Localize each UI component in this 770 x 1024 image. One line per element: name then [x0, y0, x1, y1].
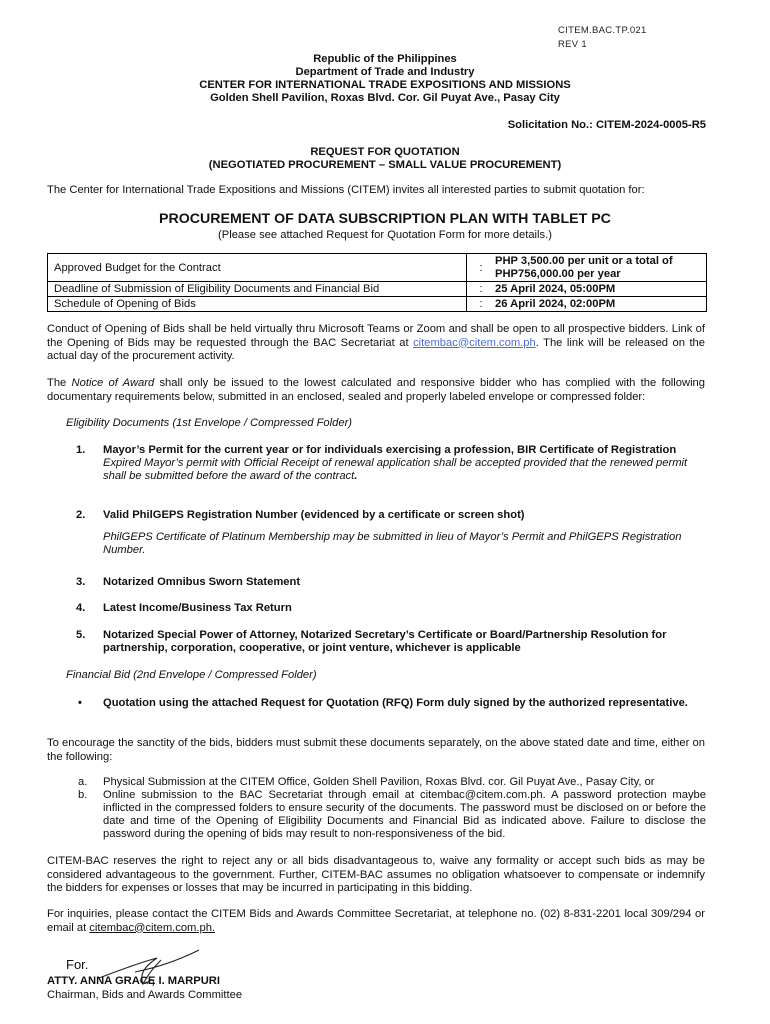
table-row [48, 297, 706, 311]
notice-paragraph: The Notice of Award shall only be issued to the lowest calculated and responsive bidder who has complied with the following documentary requirements below, submitted in an enclosed, sealed and properly labeled envelope or compressed folder: [47, 377, 706, 403]
financial-heading: Financial Bid (2nd Envelope / Compressed Folder) [66, 669, 317, 681]
list-item: 4. Latest Income/Business Tax Return [76, 602, 292, 614]
conduct-paragraph: Conduct of Opening of Bids shall be held virtually thru Microsoft Teams or Zoom and shall be open to all prospective bidders. Link of the Opening of Bids may be requested through the BAC Secretariat at citembac@citem.com.ph. The link will be released on the actual day of the procurement activity. [47, 323, 705, 362]
table-separator: : [479, 298, 483, 310]
table-value: PHP 3,500.00 per unit or a total of PHP756,000.00 per year [495, 255, 673, 280]
bac-email-link[interactable]: citembac@citem.com.ph [413, 336, 536, 349]
table-value: 25 April 2024, 05:00PM [495, 283, 616, 295]
document-code: CITEM.BAC.TP.021 REV 1 [558, 25, 647, 50]
list-item: b. Online submission to the BAC Secretariat through email at citembac@citem.com.ph. A password protection maybe inflicted in the compressed folders to ensure security of the documents. The password must be disclosed on or before the date and time of the Opening of Eligibility Documents and Financial Bid as indicated above. Failure to disclose the password during the opening of bids may result to non-responsiveness of the bid. [78, 789, 706, 840]
list-item: 3. Notarized Omnibus Sworn Statement [76, 576, 301, 588]
signatory-title: Chairman, Bids and Awards Committee [47, 989, 243, 1001]
inquiries-paragraph: For inquiries, please contact the CITEM Bids and Awards Committee Secretariat, at telephone no. (02) 8-831-2201 local 309/294 or email at citembac@citem.com.ph. [47, 908, 705, 934]
list-item: 2. Valid PhilGEPS Registration Number (evidenced by a certificate or screen shot) PhilGEPS Certificate of Platinum Membership may be submitted in lieu of Mayor’s Permit and PhilGEPS Registration Number. [76, 509, 682, 556]
table-label: Schedule of Opening of Bids [48, 297, 467, 311]
schedule-table [47, 253, 707, 312]
intro-paragraph: The Center for International Trade Expositions and Missions (CITEM) invites all interested parties to submit quotation for: [47, 184, 645, 196]
project-note: (Please see attached Request for Quotation Form for more details.) [218, 229, 552, 241]
list-item: a. Physical Submission at the CITEM Office, Golden Shell Pavilion, Roxas Blvd. cor. Gil Puyat Ave., Pasay City, or [78, 776, 655, 788]
table-row [48, 282, 706, 297]
eligibility-heading: Eligibility Documents (1st Envelope / Compressed Folder) [66, 417, 353, 429]
solicitation-number: Solicitation No.: CITEM-2024-0005-R5 [507, 119, 706, 131]
table-label: Deadline of Submission of Eligibility Documents and Financial Bid [48, 282, 467, 296]
table-separator: : [479, 261, 483, 274]
project-title: PROCUREMENT OF DATA SUBSCRIPTION PLAN WITH TABLET PC [159, 211, 611, 227]
list-item: • Quotation using the attached Request for Quotation (RFQ) Form duly signed by the authorized representative. [78, 697, 688, 709]
table-label: Approved Budget for the Contract [48, 254, 467, 281]
sanctity-paragraph: To encourage the sanctity of the bids, bidders must submit these documents separately, on the above stated date and time, either on the following: [47, 737, 705, 763]
table-row [48, 254, 706, 282]
letterhead: Republic of the Philippines Department of Trade and Industry CENTER FOR INTERNATIONAL TRADE EXPOSITIONS AND MISSIONS Golden Shell Pavilion, Roxas Blvd. Cor. Gil Puyat Ave., Pasay City [199, 53, 571, 104]
list-item: 1. Mayor’s Permit for the current year or for individuals exercising a profession, BIR Certificate of Registration Expired Mayor’s permit with Official Receipt of renewal application shall be accepted provided that the renewed permit shall be submitted before the award of the contract. [76, 444, 688, 482]
inquiries-email-link[interactable]: citembac@citem.com.ph. [89, 921, 216, 934]
reserves-paragraph: CITEM-BAC reserves the right to reject any or all bids disadvantageous to, waive any formality or accept such bids as may be considered advantageous to the government. Further, CITEM-BAC assumes no obligation whatsoever to compensate or indemnify the bidders for expenses or losses that may be incurred in participating in this bidding. [47, 855, 705, 894]
list-item: 5. Notarized Special Power of Attorney, Notarized Secretary’s Certificate or Board/Partnership Resolution for partnership, corporation, cooperative, or joint venture, whichever is applicable [76, 629, 667, 654]
signatory-name: ATTY. ANNA GRACE I. MARPURI [47, 975, 220, 987]
rfq-heading: REQUEST FOR QUOTATION (NEGOTIATED PROCUREMENT – SMALL VALUE PROCUREMENT) [208, 146, 562, 171]
signature-for: For. [66, 957, 89, 972]
table-value: 26 April 2024, 02:00PM [495, 298, 616, 310]
table-separator: : [479, 283, 483, 295]
